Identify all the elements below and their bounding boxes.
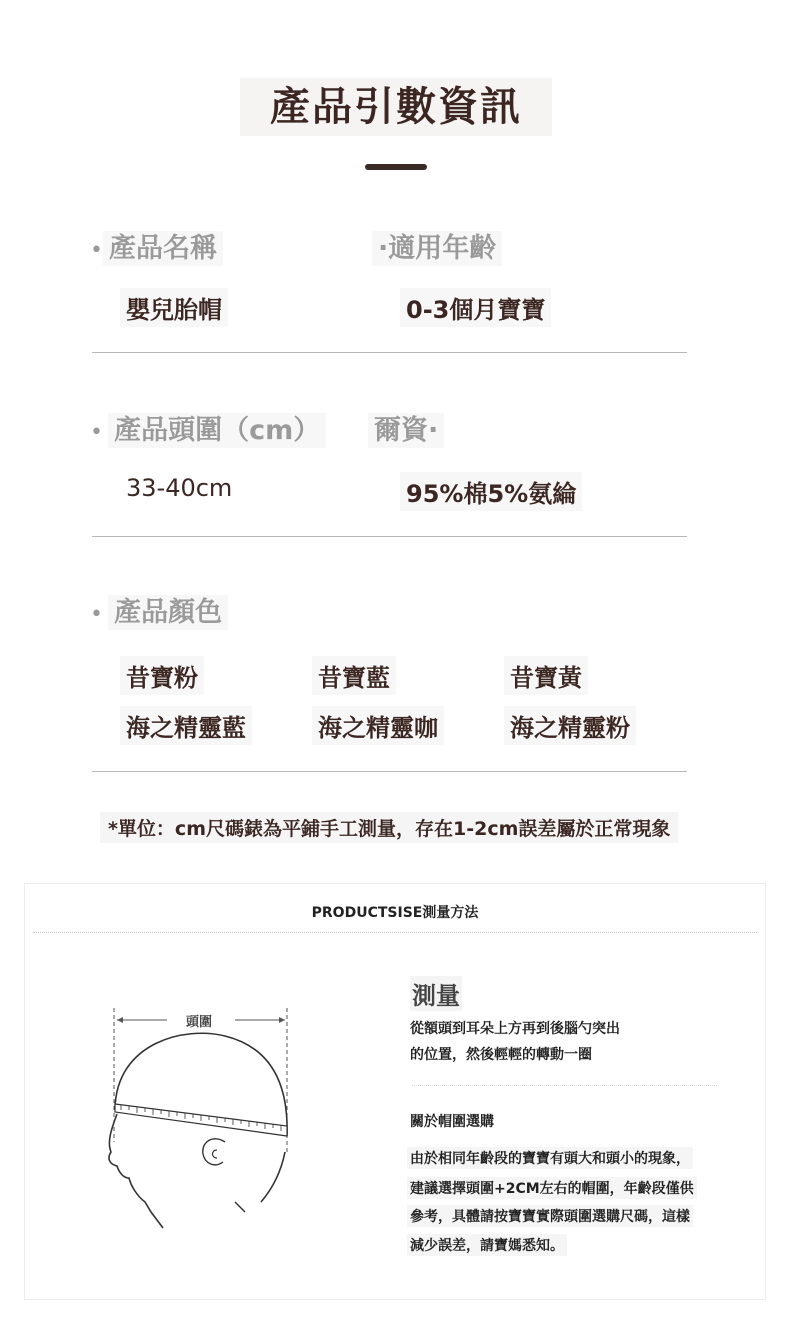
- name-value: 嬰兒胎帽: [120, 288, 228, 327]
- color-option: 海之精靈粉: [504, 706, 636, 745]
- title-underline: [365, 164, 427, 170]
- material-value: 95%棉5%氨綸: [400, 472, 582, 511]
- size-selection-heading: 關於帽圍選購: [410, 1114, 494, 1130]
- baby-head-diagram: [105, 1002, 295, 1232]
- name-label: 產品名稱: [103, 231, 223, 266]
- color-option: 海之精靈藍: [120, 706, 252, 745]
- head-field: [90, 408, 326, 447]
- size-selection-text: 建議選擇頭圍+2CM左右的帽圍，年齡段僅供: [407, 1177, 697, 1199]
- size-selection-text: 減少誤差，請寶媽悉知。: [407, 1234, 567, 1256]
- material-field: [368, 408, 444, 447]
- color-option: 昔寶黃: [504, 656, 588, 695]
- head-value: 33-40cm: [126, 474, 233, 502]
- bullet-icon: •: [90, 420, 103, 445]
- color-option: 海之精靈咖: [312, 706, 444, 745]
- age-value: 0-3個月寶寶: [400, 288, 551, 327]
- head-circumference-label: 頭圍: [182, 1011, 216, 1030]
- size-selection-text: 由於相同年齡段的寶寶有頭大和頭小的現象，: [407, 1147, 693, 1169]
- bullet-icon: •: [90, 238, 103, 263]
- head-label: 產品頭圍（cm）: [108, 413, 326, 448]
- measure-line: 的位置，然後輕輕的轉動一圈: [410, 1047, 592, 1063]
- measure-heading: 測量: [410, 976, 462, 1011]
- size-note: *單位：cm尺碼錶為平鋪手工測量，存在1-2cm誤差屬於正常現象: [100, 812, 678, 843]
- size-selection-text: 參考，具體請按寶寶實際頭圍選購尺碼，這樣: [407, 1205, 693, 1227]
- divider: [92, 536, 687, 537]
- name-field: [90, 226, 223, 265]
- age-field: [372, 226, 502, 265]
- measure-panel-title: PRODUCTSISE測量方法: [311, 905, 479, 921]
- divider: [92, 352, 687, 353]
- measure-line: 從額頭到耳朵上方再到後腦勺突出: [410, 1021, 620, 1037]
- age-label: ·適用年齡: [372, 231, 502, 266]
- divider: [33, 932, 757, 933]
- colors-label: 產品顏色: [108, 595, 228, 630]
- page-title: 產品引數資訊: [240, 78, 552, 136]
- divider: [412, 1085, 717, 1086]
- color-option: 昔寶藍: [312, 656, 396, 695]
- color-option: 昔寶粉: [120, 656, 204, 695]
- measure-panel: [24, 883, 766, 1300]
- divider: [92, 771, 687, 772]
- bullet-icon: •: [90, 602, 103, 627]
- colors-field: [90, 590, 228, 629]
- material-label: 爾資·: [368, 413, 444, 448]
